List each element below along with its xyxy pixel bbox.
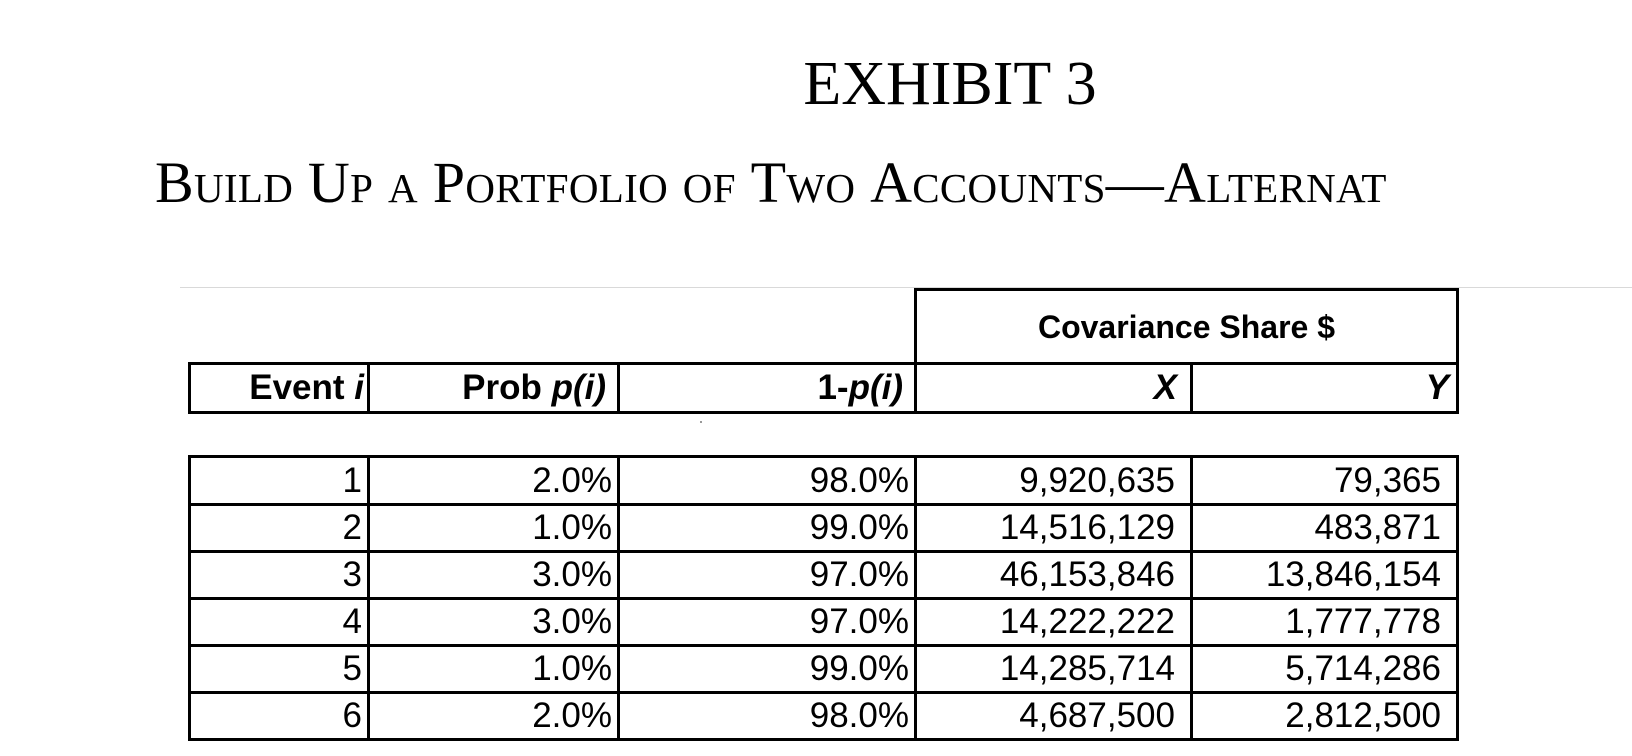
header-italic: ): [891, 368, 903, 407]
cell-y: 5,714,286: [1285, 649, 1441, 688]
cell-complement: 97.0%: [809, 602, 909, 641]
header-text: Event: [249, 368, 355, 407]
subtitle-word: Alternat: [1164, 150, 1387, 215]
cell-prob: 3.0%: [532, 555, 612, 594]
cell-event: 4: [342, 602, 362, 641]
cell-prob: 1.0%: [532, 508, 612, 547]
header-italic: p: [551, 368, 573, 407]
cell-x: 14,222,222: [999, 602, 1175, 641]
print-speck: [700, 421, 702, 423]
cell-y: 2,812,500: [1285, 696, 1441, 735]
cell-x: 46,153,846: [999, 555, 1175, 594]
subtitle-dash: —: [1105, 150, 1165, 215]
column-header-prob: [367, 362, 620, 414]
cell-x: 14,285,714: [999, 649, 1175, 688]
cell-event: 1: [342, 461, 362, 500]
cell-x: 4,687,500: [1019, 696, 1175, 735]
subtitle-word: Build: [155, 150, 294, 215]
subtitle-word: Portfolio: [432, 150, 668, 215]
header-italic: (: [869, 368, 882, 407]
subtitle-word: of: [682, 150, 736, 215]
cell-event: 3: [342, 555, 362, 594]
cell-complement: 98.0%: [809, 461, 909, 500]
column-header-x: [914, 362, 1193, 414]
covariance-group-header: Covariance Share $: [914, 288, 1459, 363]
cell-x: 9,920,635: [1019, 461, 1175, 500]
cell-complement: 98.0%: [809, 696, 909, 735]
cell-prob: 3.0%: [532, 602, 612, 641]
exhibit-subtitle: [155, 148, 1387, 218]
cell-complement: 99.0%: [809, 508, 909, 547]
header-italic: (: [572, 368, 585, 407]
cell-prob: 2.0%: [532, 696, 612, 735]
cell-x: 14,516,129: [999, 508, 1175, 547]
column-header-y: [1190, 362, 1459, 414]
cell-complement: 99.0%: [809, 649, 909, 688]
subtitle-word: Up: [307, 150, 374, 215]
cell-event: 6: [342, 696, 362, 735]
cell-y: 483,871: [1314, 508, 1441, 547]
header-italic: i: [354, 368, 364, 407]
header-text: Prob: [462, 368, 552, 407]
header-italic: X: [1153, 368, 1177, 407]
cell-event: 5: [342, 649, 362, 688]
cell-complement: 97.0%: [809, 555, 909, 594]
column-header-complement: [617, 362, 917, 414]
cell-prob: 2.0%: [532, 461, 612, 500]
column-header-event: [188, 362, 370, 414]
header-text: 1-: [817, 368, 849, 407]
header-italic: p: [848, 368, 870, 407]
header-italic: i: [584, 368, 595, 407]
header-italic: ): [594, 368, 606, 407]
cell-y: 79,365: [1333, 461, 1441, 500]
header-italic: Y: [1425, 368, 1449, 407]
subtitle-word: a: [388, 150, 418, 215]
subtitle-word: Two: [750, 150, 856, 215]
cell-y: 1,777,778: [1285, 602, 1441, 641]
header-italic: i: [881, 368, 892, 407]
exhibit-title: EXHIBIT 3: [803, 50, 1097, 118]
subtitle-word: Accounts: [870, 150, 1106, 215]
cell-prob: 1.0%: [532, 649, 612, 688]
cell-y: 13,846,154: [1265, 555, 1441, 594]
cell-event: 2: [342, 508, 362, 547]
